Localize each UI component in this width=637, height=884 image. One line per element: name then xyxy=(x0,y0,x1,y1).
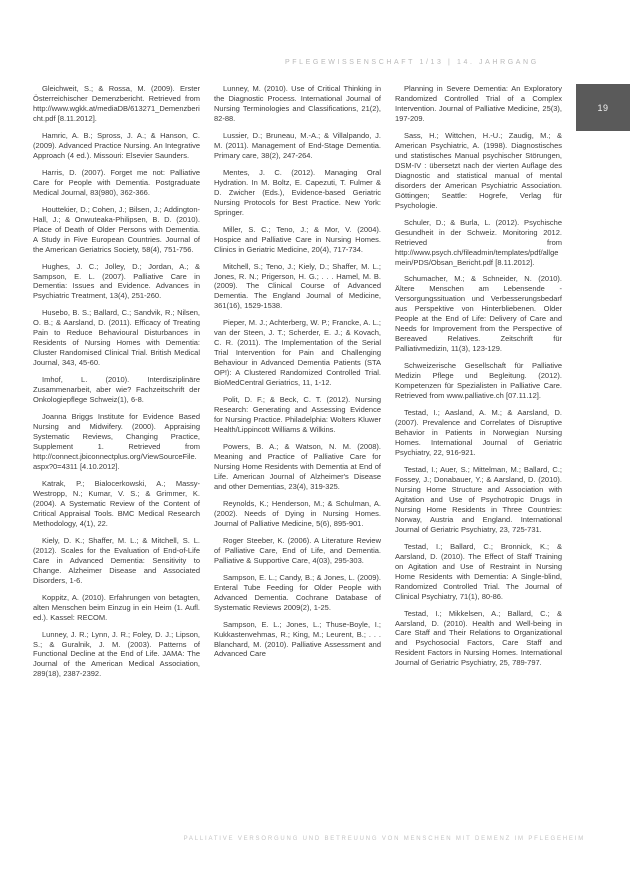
reference-entry: Hughes, J. C.; Jolley, D.; Jordan, A.; & Sampson, E. L. (2007). Palliative Care in Dementia: Issues and Evidence. Advances in Psychiatric Treatment, 13(4), 251-260. xyxy=(33,261,200,301)
reference-entry: Sampson, E. L.; Jones, L.; Thuse-Boyle, I.; Kukkastenvehmas, R.; King, M.; Leurent, B.; . . . Blanchard, M. (2010). Palliative Assessment and Advanced Care xyxy=(214,619,381,659)
running-footer: PALLIATIVE VERSORGUNG UND BETREUUNG VON MENSCHEN MIT DEMENZ IM PFLEGEHEIM xyxy=(183,836,585,842)
reference-entry: Reynolds, K.; Henderson, M.; & Schulman, A. (2002). Needs of Dying in Nursing Homes. Journal of Palliative Medicine, 5(6), 895-901. xyxy=(214,498,381,528)
reference-entry: Powers, B. A.; & Watson, N. M. (2008). Meaning and Practice of Palliative Care for Nursing Home Residents with Dementia at End of Life. American Journal of Alzheimer's Disease and other Dementias, 23(4), 319-325. xyxy=(214,442,381,491)
reference-entry: Polit, D. F.; & Beck, C. T. (2012). Nursing Research: Generating and Assessing Evidence for Nursing Practice. Philadelphia: Wolters Kluwer Health/Lippincott Williams & Wilkins. xyxy=(214,395,381,435)
reference-entry: Schumacher, M.; & Schneider, N. (2010). Ältere Menschen am Lebensende - Versorgungssituation und Verbesserungsbedarf aus Perspektive von Hinterbliebenen. Older People at the End of Life: Delivery of Care and Needs for Improvement from the Perspective of Bereaved Relatives. Zeitschrift für Palliativmedizin, 11(3), 123-129. xyxy=(395,274,562,354)
reference-entry: Testad, I.; Ballard, C.; Bronnick, K.; & Aarsland, D. (2010). The Effect of Staff Training on Agitation and Use of Restraint in Nursing Home Residents with Dementia: A Single-blind, Randomized Controlled Trial. The Journal of Clinical Psychiatry, 71(1), 80-86. xyxy=(395,541,562,601)
journal-header: PFLEGEWISSENSCHAFT 1/13 | 14. JAHRGANG xyxy=(285,59,539,66)
reference-entry: Koppitz, A. (2010). Erfahrungen von betagten, alten Menschen beim Einzug in ein Heim (1. Aufl. ed.). Kassel: RECOM. xyxy=(33,592,200,622)
reference-entry: Lunney, J. R.; Lynn, J. R.; Foley, D. J.; Lipson, S.; & Guralnik, J. M. (2003). Patterns of Functional Decline at the End of Life. JAMA: The Journal of the American Medical Association, 289(18), 2387-2392. xyxy=(33,629,200,679)
reference-column-1 xyxy=(33,84,200,686)
reference-entry: Sampson, E. L.; Candy, B.; & Jones, L. (2009). Enteral Tube Feeding for Older People with Advanced Dementia. Cochrane Database of Systematic Reviews 2009(2), 1-25. xyxy=(214,572,381,612)
reference-entry: Schweizerische Gesellschaft für Palliative Medizin Pflege und Begleitung. (2012). Kompetenzen für Spezialisten in Palliative Care. Retrieved from www.palliative.ch [07.11.12]. xyxy=(395,361,562,401)
reference-entry: Sass, H.; Wittchen, H.-U.; Zaudig, M.; & American Psychiatric, A. (1998). Diagnostisches und statistisches Manual psychischer Störungen, DSM-IV : übersetzt nach der vierten Auflage des Diagnostic and statistical manual of mental disorders der American Psychiatric Association. Göttingen; Seattle: Hogrefe, Verlag für Psychologie. xyxy=(395,130,562,210)
reference-entry: Houttekier, D.; Cohen, J.; Bilsen, J.; Addington-Hall, J.; & Onwuteaka-Philipsen, B. D. (2010). Place of Death of Older Persons with Dementia. A Study in Five European Countries. Journal of the American Geriatrics Society, 58(4), 751-756. xyxy=(33,204,200,254)
reference-entry: Pieper, M. J.; Achterberg, W. P.; Francke, A. L.; van der Steen, J. T.; Scherder, E. J.; & Kovach, C. R. (2011). The Implementation of the Serial Trial Intervention for Pain and Challenging Behaviour in Advanced Dementia Patients (STA OP!): A Clustered Randomized Controlled Trial. BioMedCentral Geriatrics, 11, 1-12. xyxy=(214,318,381,388)
reference-entry: Lussier, D.; Bruneau, M.-A.; & Villalpando, J. M. (2011). Management of End-Stage Dementia. Primary care, 38(2), 247-264. xyxy=(214,130,381,160)
page-number: 19 xyxy=(597,102,609,113)
reference-entry: Testad, I.; Auer, S.; Mittelman, M.; Ballard, C.; Fossey, J.; Donabauer, Y.; & Aarsland, D. (2010). Nursing Home Structure and Association with Agitation and Use of Psychotropic Drugs in Nursing Home Residents in Three Countries: Norway, Austria and England. International Journal of Geriatric Psychiatry, 23, 725-731. xyxy=(395,464,562,534)
reference-entry: Hamric, A. B.; Spross, J. A.; & Hanson, C. (2009). Advanced Practice Nursing. An Integrative Approach (4 ed.). Missouri: Elsevier Saunders. xyxy=(33,130,200,160)
reference-entry: Planning in Severe Dementia: An Exploratory Randomized Controlled Trial of a Complex Intervention. Journal of Palliative Medicine, 25(3), 197-209. xyxy=(395,84,562,123)
reference-entry: Miller, S. C.; Teno, J.; & Mor, V. (2004). Hospice and Palliative Care in Nursing Homes. Clinics in Geriatric Medicine, 20(4), 717-734. xyxy=(214,224,381,254)
reference-list xyxy=(33,84,564,686)
reference-entry: Testad, I.; Aasland, A. M.; & Aarsland, D. (2007). Prevalence and Correlates of Disruptive Behavior in Patients in Norwegian Nursing Homes. International Journal of Geriatric Psychiatry, 22, 916-921. xyxy=(395,408,562,457)
reference-entry: Katrak, P.; Bialocerkowski, A.; Massy-Westropp, N.; Kumar, V. S.; & Grimmer, K. (2004). A Systematic Review of the Content of Critical Appraisal Tools. BMC Medical Research Methodology, 4(1), 22. xyxy=(33,478,200,528)
reference-column-2 xyxy=(214,84,381,686)
reference-entry: Lunney, M. (2010). Use of Critical Thinking in the Diagnostic Process. International Journal of Nursing Terminologies and Classifications, 21(2), 82-88. xyxy=(214,84,381,123)
reference-entry: Imhof, L. (2010). Interdisziplinäre Zusammenarbeit, aber wie? Fachzeitschrift der Onkologiepflege Schweiz(1), 6-8. xyxy=(33,375,200,405)
reference-entry: Mitchell, S.; Teno, J.; Kiely, D.; Shaffer, M. L.; Jones, R. N.; Prigerson, H. G.; . . . Hamel, M. B. (2009). The Clinical Course of Advanced Dementia. The England Journal of Medicine, 361(16), 1529-1538. xyxy=(214,261,381,311)
page-number-tab xyxy=(576,84,630,131)
reference-entry: Schuler, D.; & Burla, L. (2012). Psychische Gesundheit in der Schweiz. Monitoring 2012. Retrieved from http://www.psych.ch/fileadmin/templates/pdf/allgemein/PDS/Obsan_Bericht.pdf [8.11.2012]. xyxy=(395,217,562,267)
reference-entry: Testad, I.; Mikkelsen, A.; Ballard, C.; & Aarsland, D. (2010). Health and Well-being in Care Staff and Their Relations to Organizational and Psychosocial Factors, Care Staff and Resident Factors in Nursing Homes. International Journal of Geriatric Psychiatry, 25, 789-797. xyxy=(395,608,562,668)
reference-entry: Mentes, J. C. (2012). Managing Oral Hydration. In M. Boltz, E. Capezuti, T. Fulmer & D. Zwicher (Eds.), Evidence-based Geriatric Nursing Protocols for Best Practice. New York: Springer. xyxy=(214,167,381,217)
reference-entry: Kiely, D. K.; Shaffer, M. L.; & Mitchell, S. L. (2012). Scales for the Evaluation of End-of-Life Care in Advanced Dementia: Sensitivity to Change. Alzheimer Disease and Associated Disorders, 1-6. xyxy=(33,535,200,585)
reference-entry: Gleichweit, S.; & Rossa, M. (2009). Erster Österreichischer Demenzbericht. Retrieved from http://www.wgkk.at/mediaDB/613271_Demenzbericht.pdf [8.11.2012]. xyxy=(33,84,200,123)
reference-entry: Husebo, B. S.; Ballard, C.; Sandvik, R.; Nilsen, O. B.; & Aarsland, D. (2011). Efficacy of Treating Pain to Reduce Behavioural Disturbances in Residents of Nursing Homes with Dementia: Cluster Randomised Clinical Trial. British Medical Journal, 343, 45-60. xyxy=(33,308,200,368)
reference-entry: Harris, D. (2007). Forget me not: Palliative Care for People with Dementia. Postgraduate Medical Journal, 83(980), 362-366. xyxy=(33,167,200,197)
reference-entry: Roger Steeber, K. (2006). A Literature Review of Palliative Care, End of Life, and Dementia. Palliative & Supportive Care, 4(03), 295-303. xyxy=(214,535,381,565)
reference-entry: Joanna Briggs Institute for Evidence Based Nursing and Midwifery. (2000). Appraising Systematic Reviews, Changing Practice, Supplement 1. Retrieved from http://connect.jbiconnectplus.org/ViewSourceFile.aspx?0=4311 [4.10.2012]. xyxy=(33,412,200,471)
reference-column-3 xyxy=(395,84,562,686)
